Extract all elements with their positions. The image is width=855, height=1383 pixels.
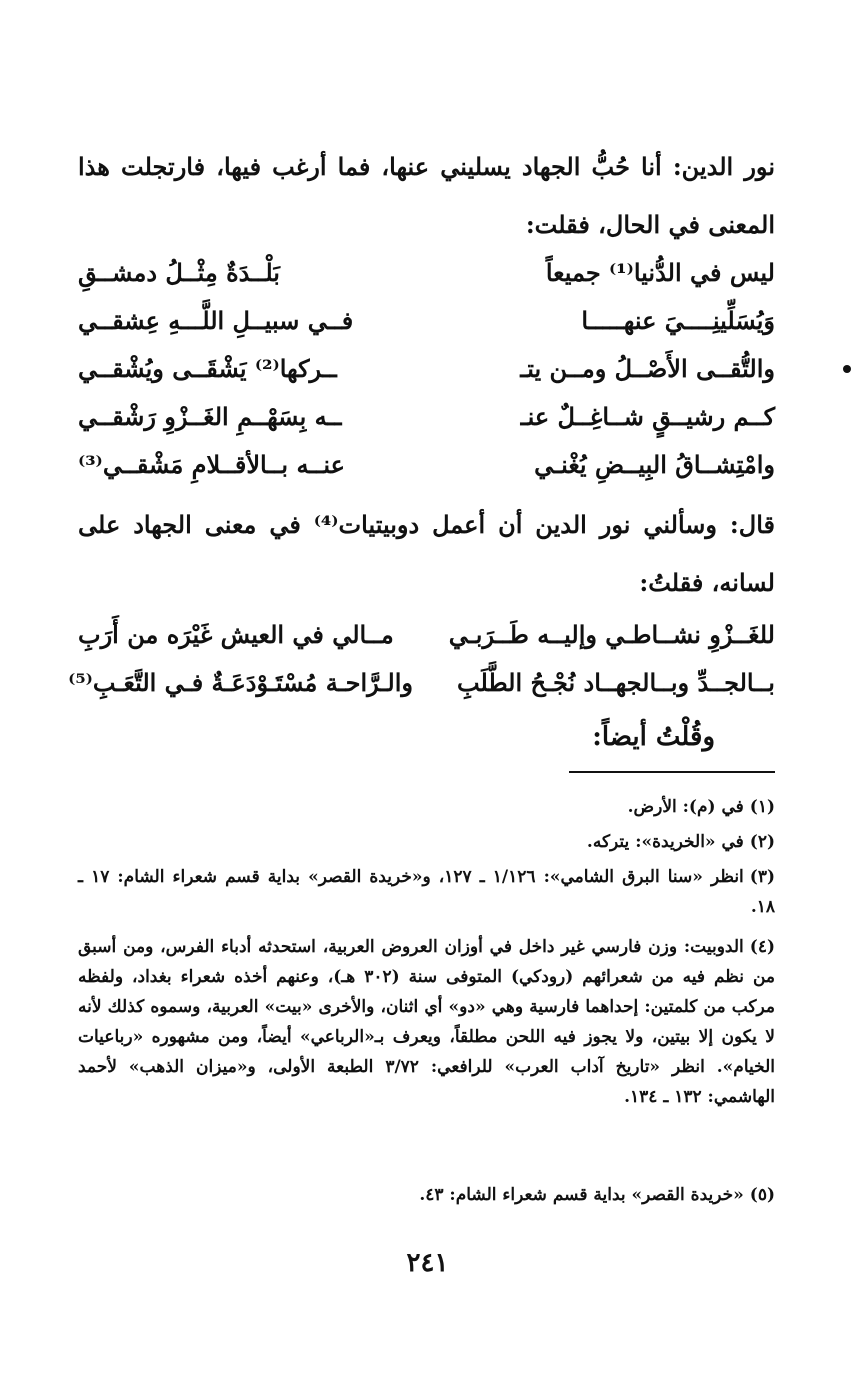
margin-mark <box>843 365 851 373</box>
footnote-3 <box>78 862 775 922</box>
footnote-number: (٤) <box>749 937 775 957</box>
poem1-line1-first-hemistich: ليس في الدُّنيا⁽¹⁾ جميعاً <box>545 258 775 287</box>
poem2-line2-first-hemistich: بــالجــدِّ وبــالجهــاد نُجْـحُ الطَّلَبِ <box>456 668 775 697</box>
poem2-line2-second-hemistich: والـرَّاحـة مُسْتَـوْدَعَـةٌ فـي التَّعَـبِ⁽⁵⁾ <box>68 668 413 697</box>
paragraph-intro: نور الدين: أنا حُبُّ الجهاد يسليني عنها، فما أرغب فيها، فارتجلت هذا المعنى في الحال، فقلت: <box>78 152 775 239</box>
footnote-1 <box>78 792 775 822</box>
poem1-line3-first-hemistich: والتُّقــى الأَصْــلُ ومــن يتـ <box>520 354 775 383</box>
footnote-4 <box>78 932 775 1112</box>
paragraph-also-said: وقُلْتُ أيضاً: <box>592 722 715 752</box>
footnote-5 <box>78 1180 775 1210</box>
poem2-line1-first-hemistich: للغَــزْوِ نشــاطـي وإليــه طَــرَبـي <box>448 620 775 649</box>
footnote-text: انظر «سنا البرق الشامي»: ١/١٢٦ ـ ١٢٧، و«خريدة القصر» بداية قسم شعراء الشام: ١٧ ـ ١٨. <box>78 867 775 917</box>
footnote-text: «خريدة القصر» بداية قسم شعراء الشام: ٤٣. <box>419 1185 744 1205</box>
poem1-line4-second-hemistich: ــه بِسَهْــمِ الغَــزْوِ رَشْقــي <box>78 402 342 431</box>
poem1-line5-first-hemistich: وامْتِشــاقُ البِيــضِ يُغْنـي <box>534 450 775 479</box>
poem1-line1-second-hemistich: بَلْــدَةٌ مِثْــلُ دمشــقِ <box>78 258 280 287</box>
poem1-line3-second-hemistich: ــركها⁽²⁾ يَشْقَــى ويُشْقــي <box>78 354 337 383</box>
page-number: ٢٤١ <box>406 1248 449 1278</box>
footnote-number: (٥) <box>749 1185 775 1205</box>
footnote-number: (٢) <box>749 832 775 852</box>
paragraph-dubayt: قال: وسألني نور الدين أن أعمل دوبيتيات⁽⁴⁾ في معنى الجهاد على لسانه، فقلتُ: <box>78 510 775 597</box>
footnote-text: في «الخريدة»: يتركه. <box>586 832 744 852</box>
poem1-line5-second-hemistich: عنــه بــالأقــلامِ مَشْقــي⁽³⁾ <box>78 450 345 479</box>
footnote-number: (١) <box>749 797 775 817</box>
footnote-number: (٣) <box>749 867 776 887</box>
footnote-text: في (م): الأرض. <box>627 797 744 817</box>
footnote-2 <box>78 827 775 857</box>
footnote-text: الدوبيت: وزن فارسي غير داخل في أوزان العروض العربية، استحدثه أدباء الفرس، ومن أسبق من نظم فيه من شعرائهم (رودكي) المتوفى سنة (٣٠٢ هـ)، وعنهم أخذه شعراء بغداد، ولفظه مركب من كلمتين: إحداهما فارسية وهي «دو» أي اثنان، والأخرى «بيت» العربية، وسموه كذلك لأنه لا يكون إلا بيتين، ولا يجوز فيه اللحن مطلقاً، ويعرف بـ«الرباعي» أيضاً، ومن مشهوره «رباعيات الخيام». انظر «تاريخ آداب العرب» للرافعي: ٣/٧٢ الطبعة الأولى، و«ميزان الذهب» لأحمد الهاشمي: ١٣٢ ـ ١٣٤. <box>78 937 776 1107</box>
poem1-line2-second-hemistich: فــي سبيــلِ اللَّـــهِ عِشقــي <box>78 306 354 335</box>
poem1-line4-first-hemistich: كــم رشيــقٍ شــاغِــلٌ عنـ <box>520 402 775 431</box>
footnote-separator <box>569 771 775 773</box>
poem1-line2-first-hemistich: وَيُسَلِّينِــــيَ عنهـــــا <box>581 306 775 335</box>
poem2-line1-second-hemistich: مــالي في العيش غَيْرَه من أَرَبِ <box>78 620 394 649</box>
